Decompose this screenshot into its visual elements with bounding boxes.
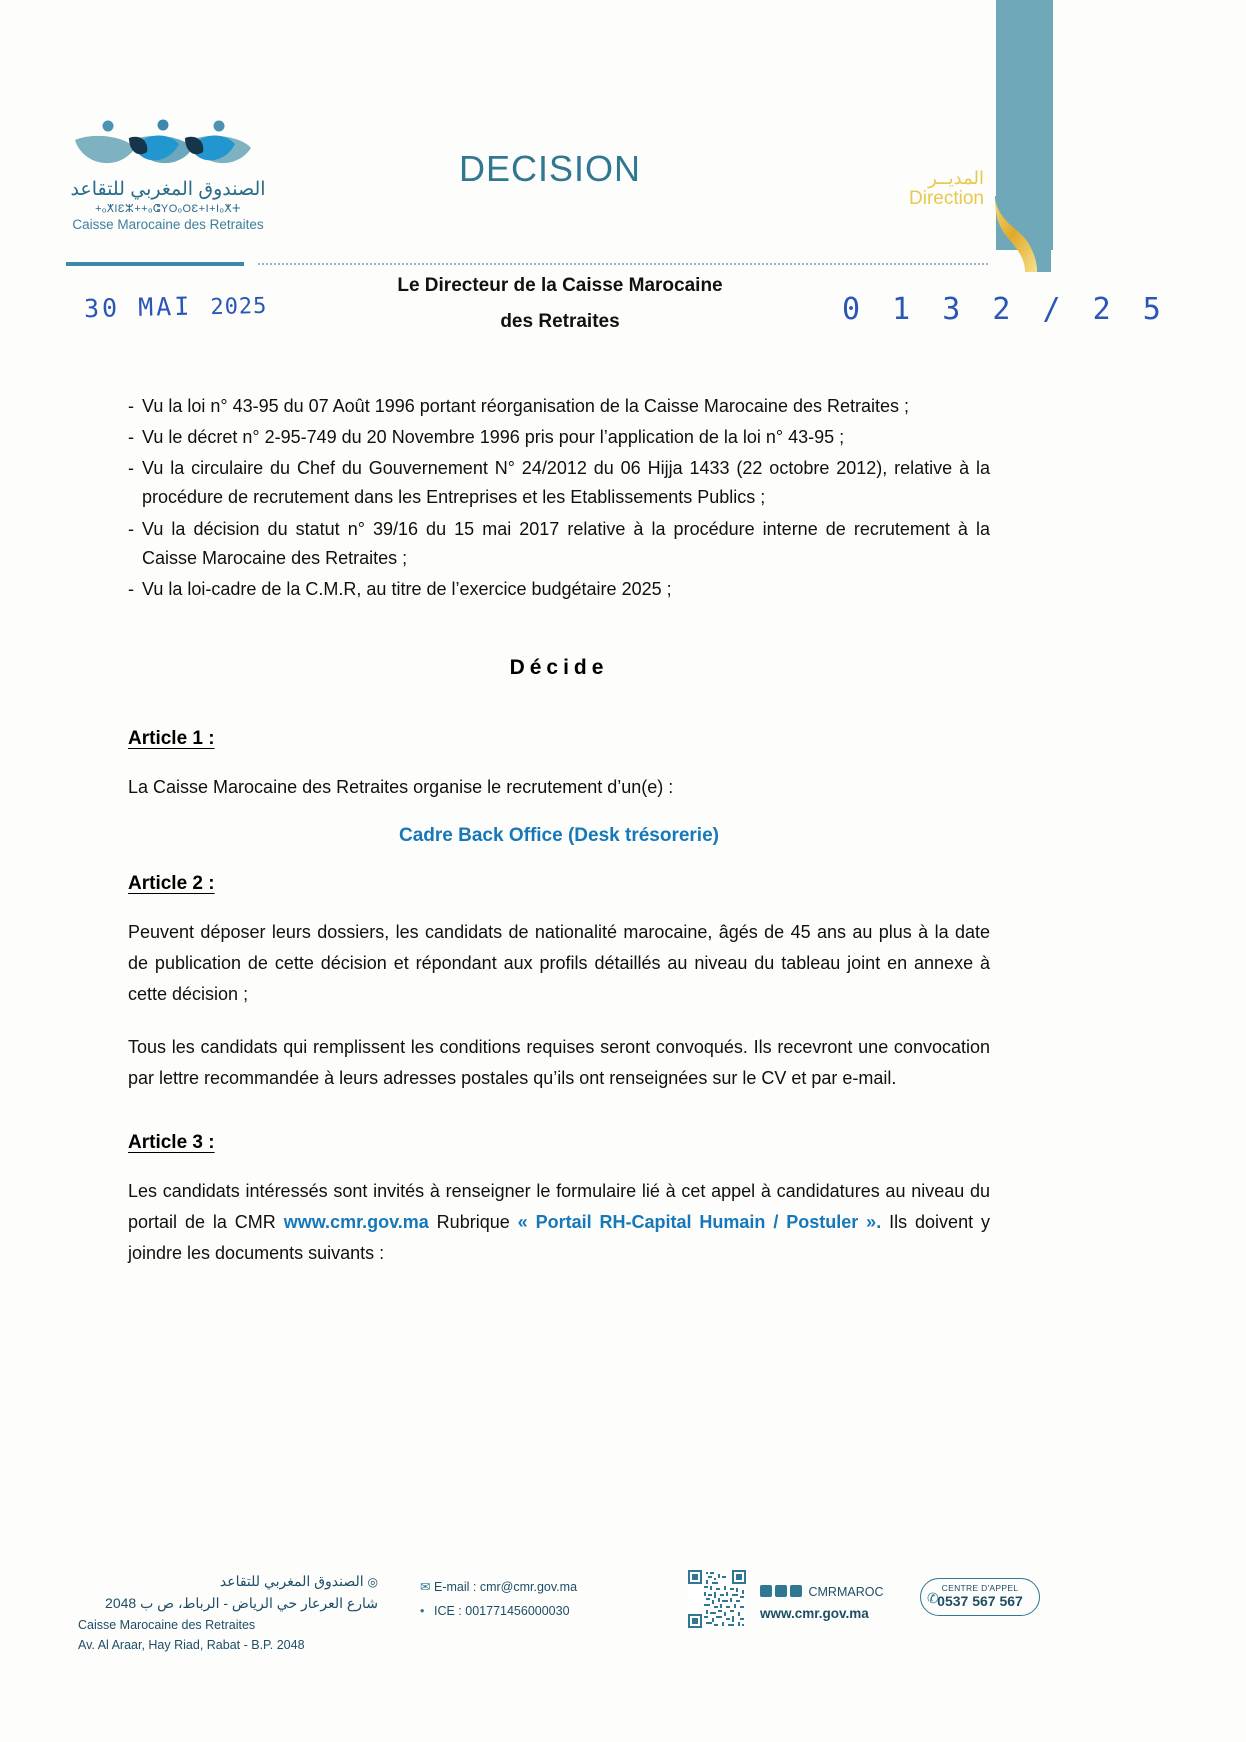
- article-3-text-mid: Rubrique: [428, 1211, 518, 1232]
- article-3-text-post: Ils doivent y joindre les documents suivants :: [128, 1211, 990, 1263]
- considerant-item: - Vu la décision du statut n° 39/16 du 15 mai 2017 relative à la procédure interne de recrutement à la Caisse Marocaine des Retraites ;: [128, 515, 990, 573]
- youtube-icon[interactable]: [790, 1585, 802, 1597]
- decide-heading: Décide: [509, 656, 609, 680]
- job-title: Cadre Back Office (Desk trésorerie): [399, 825, 719, 847]
- bullet-icon: •: [420, 1603, 425, 1618]
- document-body: [128, 392, 990, 1291]
- article-1-heading: Article 1 :: [128, 728, 215, 750]
- footer-email: ✉ E-mail : cmr@cmr.gov.ma: [420, 1576, 577, 1600]
- article-3-text-pre: Les candidats intéressés sont invités à renseigner le formulaire lié à cet appel à candidatures au niveau du portail de la CMR: [128, 1180, 990, 1232]
- cmr-website-link[interactable]: www.cmr.gov.ma: [283, 1211, 429, 1232]
- article-2-paragraph-1: Peuvent déposer leurs dossiers, les candidats de nationalité marocaine, âgés de 45 ans au plus à la date de publication de cette décision et répondant aux profils détaillés au niveau du tableau joint en annexe à cette décision ;: [128, 922, 990, 1004]
- footer-social: CMRMAROC: [760, 1582, 883, 1603]
- divider-solid: [66, 262, 244, 266]
- logo-french-name: Caisse Marocaine des Retraites: [72, 217, 264, 232]
- email-icon: ✉: [420, 1580, 431, 1594]
- footer-address-french-1: Caisse Marocaine des Retraites: [78, 1617, 256, 1632]
- article-2-heading: Article 2 :: [128, 873, 215, 895]
- date-stamp-date: 30 MAI: [83, 291, 193, 324]
- footer-address-arabic-2: شارع العرعار حي الرياض - الرباط، ص ب 2048: [105, 1595, 378, 1612]
- article-3-paragraph: [128, 1176, 990, 1269]
- twitter-icon[interactable]: [775, 1585, 787, 1597]
- call-center-label: CENTRE D'APPEL: [941, 1583, 1019, 1593]
- date-stamp: [84, 290, 268, 323]
- phone-icon: ✆: [927, 1590, 939, 1606]
- subtitle-line-1: Le Directeur de la Caisse Marocaine: [397, 275, 723, 296]
- direction-label-arabic: المديــر: [928, 168, 984, 188]
- direction-label-french: Direction: [909, 188, 984, 210]
- footer-address: [78, 1570, 378, 1655]
- logo-tifinagh-name: +ₒⵅIƐⵣ++ₒⵛYOₒOƐ+I+Iₒⵅⵜ: [95, 203, 241, 215]
- subtitle-line-2: des Retraites: [500, 311, 620, 333]
- footer-ice: • ICE : 001771456000030: [420, 1600, 577, 1624]
- considerant-item: - Vu le décret n° 2-95-749 du 20 Novembre 1996 pris pour l’application de la loi n° 43-95 ;: [128, 423, 990, 452]
- footer-website-link[interactable]: www.cmr.gov.ma: [760, 1606, 869, 1622]
- qr-code-icon: [688, 1570, 746, 1628]
- considerants-list: [128, 392, 990, 604]
- article-1-intro: La Caisse Marocaine des Retraites organise le recrutement d’un(e) :: [128, 777, 674, 798]
- logo-arabic-name: الصندوق المغربي للتقاعد: [70, 179, 266, 200]
- call-center-number: 0537 567 567: [937, 1593, 1023, 1609]
- considerant-item: - Vu la circulaire du Chef du Gouvernement N° 24/2012 du 06 Hijja 1433 (22 octobre 2012), relative à la procédure de recrutement dans les Entreprises et les Etablissements Publics ;: [128, 454, 990, 512]
- location-pin-icon: ◎: [367, 1575, 378, 1589]
- page-title: DECISION: [458, 148, 642, 189]
- page-footer: [0, 1570, 1246, 1690]
- facebook-icon[interactable]: [760, 1585, 772, 1597]
- footer-contact: [420, 1576, 577, 1624]
- article-3-heading: Article 3 :: [128, 1131, 215, 1153]
- gold-ribbon-icon: [995, 196, 1053, 272]
- date-stamp-year: 2025: [210, 293, 268, 321]
- portal-rh-link[interactable]: « Portail RH-Capital Humain / Postuler ».: [517, 1211, 882, 1232]
- considerant-item: - Vu la loi-cadre de la C.M.R, au titre de l’exercice budgétaire 2025 ;: [128, 575, 990, 604]
- call-center-badge[interactable]: [920, 1578, 1040, 1616]
- divider-dotted: [258, 263, 988, 265]
- footer-address-arabic-1: ◎ الصندوق المغربي للتقاعد: [219, 1573, 378, 1589]
- reference-number: 0 1 3 2 / 2 5: [842, 292, 1168, 327]
- subtitle: [280, 268, 840, 340]
- footer-address-french-2: Av. Al Araar, Hay Riad, Rabat - B.P. 2048: [78, 1637, 305, 1652]
- article-2-paragraph-2: Tous les candidats qui remplissent les conditions requises seront convoqués. Ils recevront une convocation par lettre recommandée à leurs adresses postales qu’ils ont renseignées sur le CV et par e-mail.: [128, 1036, 990, 1088]
- footer-web: [760, 1582, 883, 1626]
- considerant-item: - Vu la loi n° 43-95 du 07 Août 1996 portant réorganisation de la Caisse Marocaine des Retraites ;: [128, 392, 990, 421]
